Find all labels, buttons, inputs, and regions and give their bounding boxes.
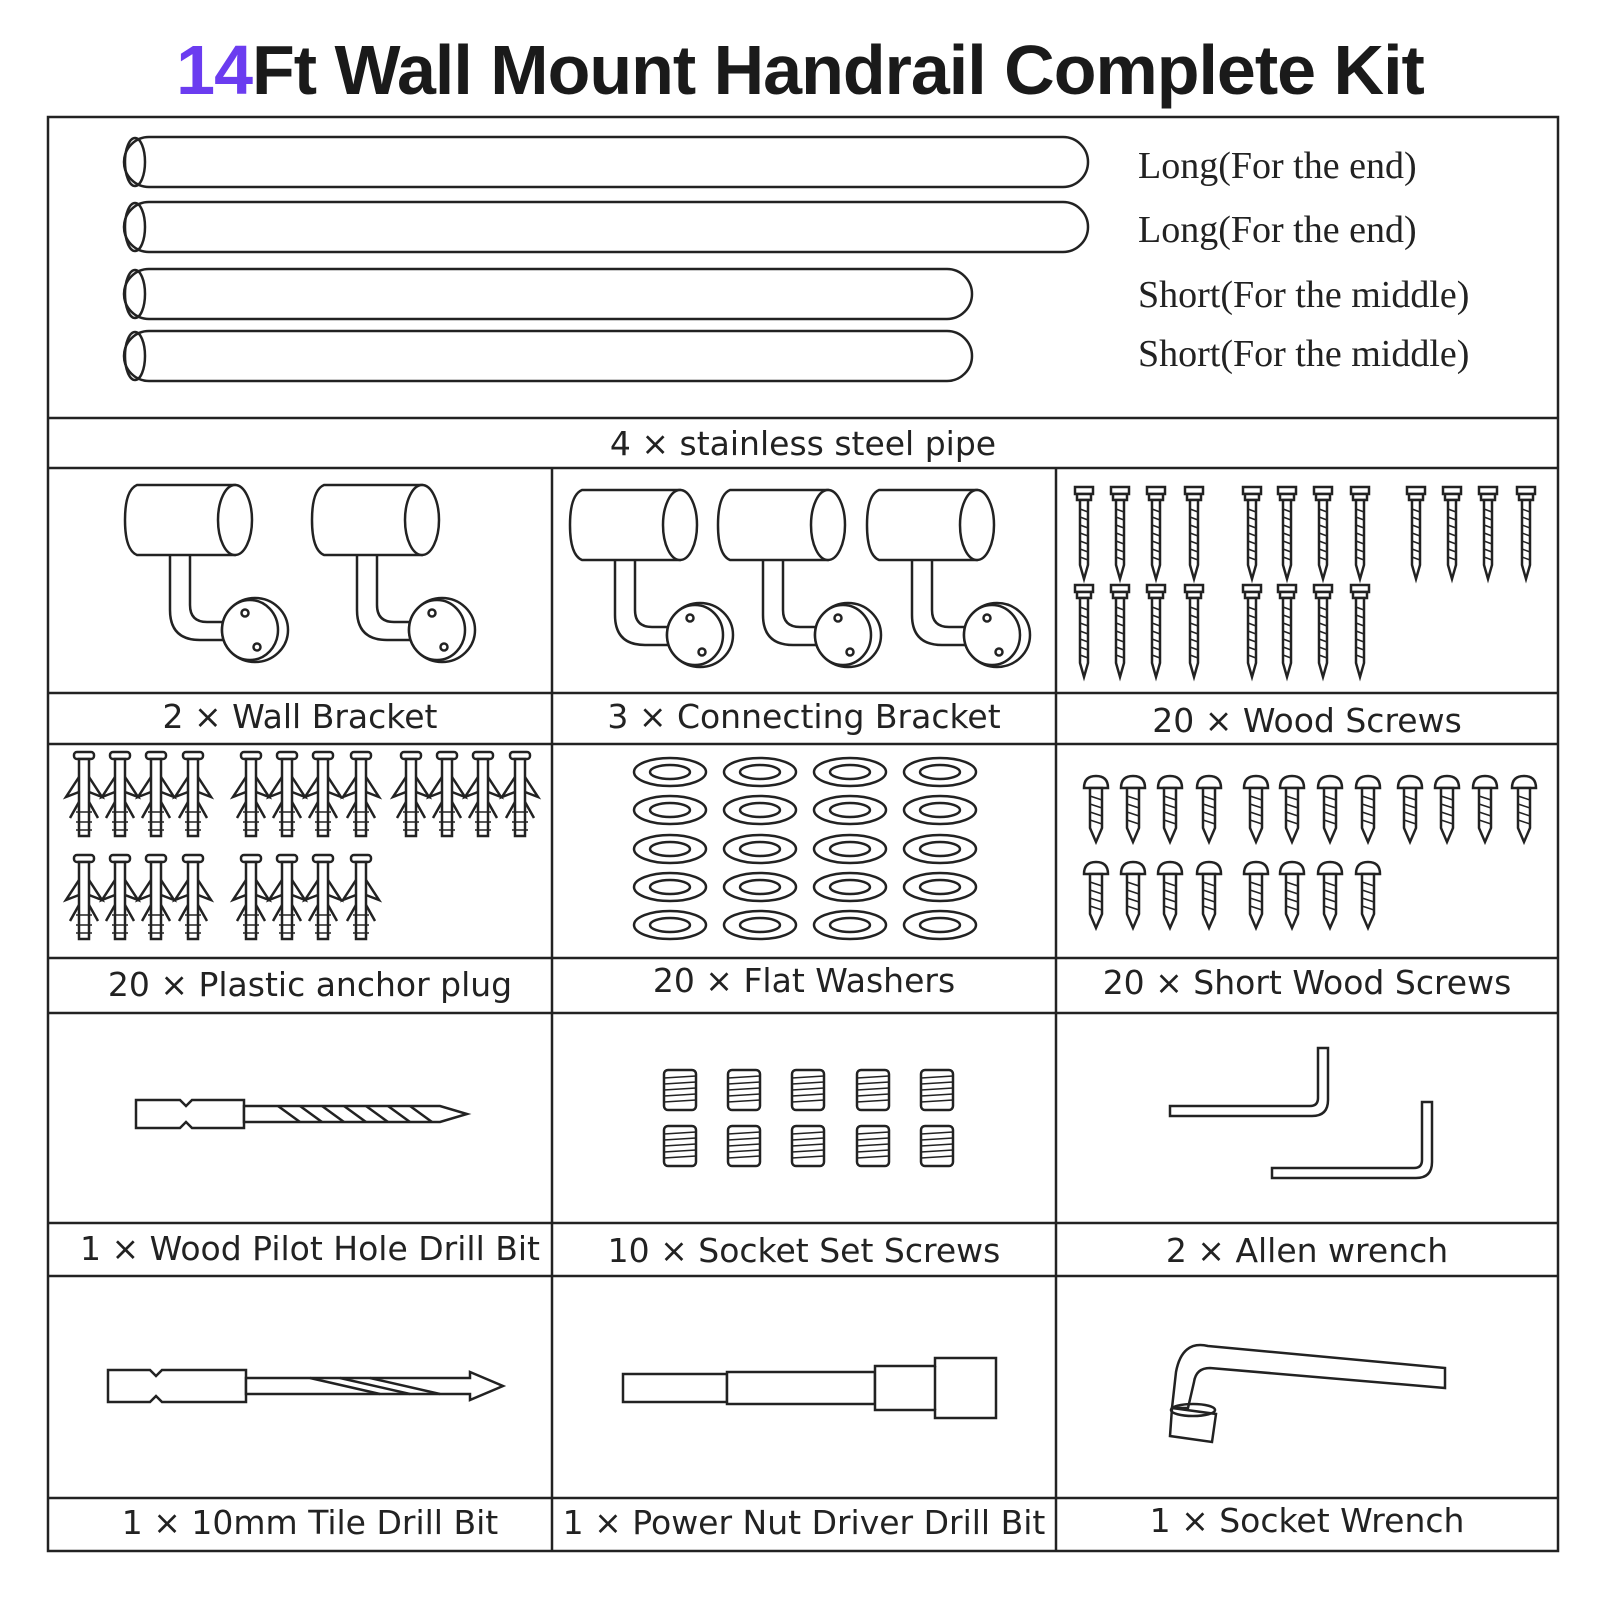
title-accent: 14 <box>176 31 253 109</box>
pipe-short-1 <box>124 269 972 319</box>
item-label-tile-drill-bit: 1 × 10mm Tile Drill Bit <box>121 1503 499 1542</box>
connecting-bracket-drawing <box>570 490 1030 667</box>
flat-washers-drawing <box>634 758 976 939</box>
pipe-short-2 <box>124 331 972 381</box>
item-label-wood-screws: 20 × Wood Screws <box>1152 701 1462 740</box>
pipe-long-2 <box>124 202 1088 252</box>
short-wood-screws-drawing <box>1084 776 1536 928</box>
pipe-label-1: Long(For the end) <box>1138 145 1417 187</box>
item-label-short-wood-screws: 20 × Short Wood Screws <box>1102 963 1512 1002</box>
pilot-drill-bit-drawing <box>136 1100 467 1128</box>
item-label-allen-wrench: 2 × Allen wrench <box>1165 1231 1449 1270</box>
title-text: Ft Wall Mount Handrail Complete Kit <box>252 31 1424 109</box>
pipes-caption: 4 × stainless steel pipe <box>609 424 997 463</box>
item-label-wall-bracket: 2 × Wall Bracket <box>162 697 438 736</box>
item-label-pilot-drill-bit: 1 × Wood Pilot Hole Drill Bit <box>80 1229 540 1268</box>
item-label-flat-washers: 20 × Flat Washers <box>652 961 956 1000</box>
steel-pipes <box>124 137 1088 381</box>
socket-set-screws-drawing <box>664 1070 953 1166</box>
pipe-label-3: Short(For the middle) <box>1138 274 1470 316</box>
wood-screws-drawing <box>1075 487 1535 677</box>
pipe-long-1 <box>124 137 1088 187</box>
wall-bracket-drawing <box>125 485 475 662</box>
item-label-socket-set-screws: 10 × Socket Set Screws <box>607 1231 1001 1270</box>
tile-drill-bit-drawing <box>108 1370 503 1402</box>
pipe-label-2: Long(For the end) <box>1138 209 1417 251</box>
pipe-label-4: Short(For the middle) <box>1138 333 1470 375</box>
item-label-connecting-bracket: 3 × Connecting Bracket <box>607 697 1001 736</box>
nut-driver-bit-drawing <box>623 1358 996 1418</box>
item-label-anchor-plug: 20 × Plastic anchor plug <box>107 965 513 1004</box>
socket-wrench-drawing <box>1170 1345 1445 1442</box>
anchor-plugs-drawing <box>66 752 538 939</box>
item-label-nut-driver-bit: 1 × Power Nut Driver Drill Bit <box>562 1503 1046 1542</box>
item-label-socket-wrench: 1 × Socket Wrench <box>1149 1501 1465 1540</box>
allen-wrench-drawing <box>1170 1048 1432 1178</box>
